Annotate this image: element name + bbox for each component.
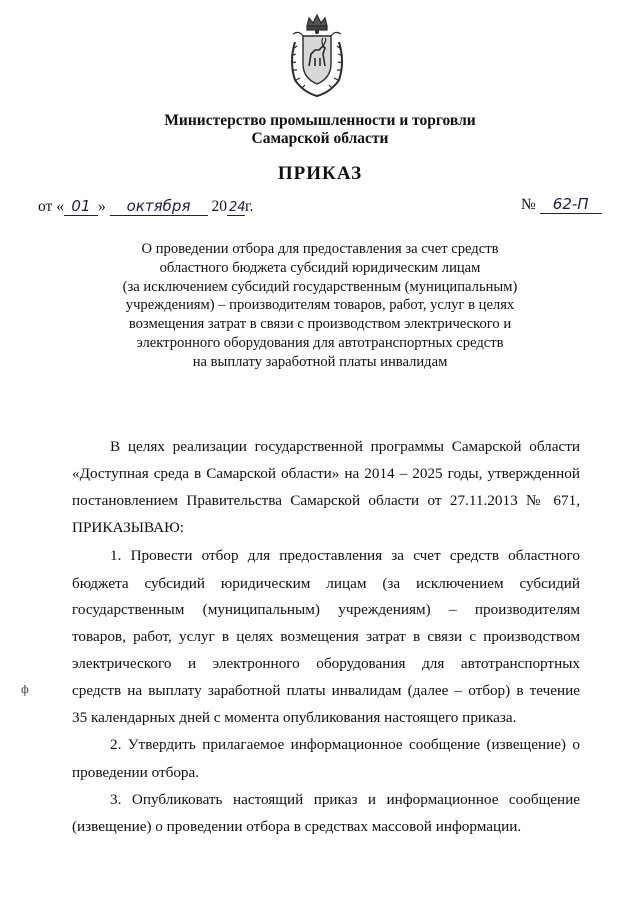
body-line: 3. Опубликовать настоящий приказ и информационное сообщение: [110, 791, 580, 808]
body-line: товаров, работ, услуг в целях возмещения затрат в связи с производством: [72, 628, 580, 645]
ministry-name-line1: Министерство промышленности и торговли: [164, 112, 476, 129]
subject-line: возмещения затрат в связи с производством электрического и: [128, 316, 512, 333]
ministry-name-line2: Самарской области: [251, 130, 389, 147]
body-line: постановлением Правительства Самарской области от 27.11.2013 № 671,: [72, 492, 580, 509]
date-year-prefix: 20: [211, 198, 227, 215]
body-line: 2. Утвердить прилагаемое информационное сообщение (извещение) о: [110, 736, 580, 753]
margin-mark: ф: [21, 682, 29, 696]
subject-line: О проведении отбора для предоставления за счет средств: [141, 241, 499, 257]
subject-line: (за исключением субсидий государственным (муниципальным): [122, 278, 518, 295]
order-subject: [80, 240, 560, 372]
date-year-handwritten: 24: [228, 200, 246, 215]
subject-line: электронного оборудования для автотранспортных средств: [136, 334, 504, 351]
date-month-handwritten: октября: [110, 197, 208, 216]
body-line: ПРИКАЗЫВАЮ:: [72, 519, 184, 536]
document-type-title: ПРИКАЗ: [277, 163, 363, 184]
subject-line: на выплату заработной платы инвалидам: [192, 353, 448, 370]
date-prefix: от «: [38, 198, 64, 215]
order-number: [521, 195, 602, 214]
number-prefix: №: [521, 196, 536, 213]
subject-line: учреждениям) – производителям товаров, работ, услуг в целях: [125, 297, 515, 314]
date-quote-close: »: [97, 198, 106, 215]
body-line: государственным (муниципальным) учреждениям) – производителям: [72, 601, 580, 618]
body-line: электрического и электронного оборудования для автотранспортных: [72, 655, 580, 672]
number-value-handwritten: 62-П: [540, 195, 602, 214]
body-line: В целях реализации государственной программы Самарской области: [110, 438, 580, 455]
body-line: «Доступная среда в Самарской области» на 2014 – 2025 годы, утвержденной: [72, 465, 580, 482]
body-line: 1. Провести отбор для предоставления за счет средств областного: [110, 547, 580, 564]
order-date: [38, 197, 253, 216]
body-line: 35 календарных дней с момента опубликования настоящего приказа.: [72, 709, 517, 726]
body-line: (извещение) о проведении отбора в средствах массовой информации.: [72, 818, 522, 835]
body-line: бюджета субсидий юридическим лицам (за исключением субсидий: [72, 575, 580, 592]
date-suffix: г.: [244, 198, 254, 215]
body-line: средств на выплату заработной платы инвалидам (далее – отбор) в течение: [72, 682, 580, 699]
subject-line: областного бюджета субсидий юридическим лицам: [159, 259, 481, 276]
coat-of-arms-emblem: [285, 12, 349, 98]
date-day-handwritten: 01: [64, 197, 98, 216]
body-line: проведении отбора.: [72, 764, 200, 781]
